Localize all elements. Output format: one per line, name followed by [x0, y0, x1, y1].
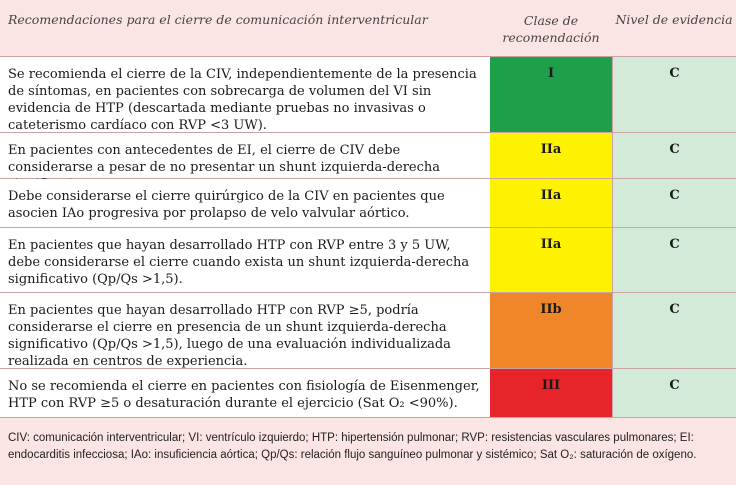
header-class: [490, 12, 612, 46]
header-recommendations: Recomendaciones para el cierre de comunicación interventricular: [8, 12, 428, 27]
row-text: Debe considerarse el cierre quirúrgico de la CIV en pacientes que asocien IAo progresiva por prolapso de velo valvular aórtico.: [0, 179, 490, 227]
row-level: C: [612, 369, 736, 417]
row-text: En pacientes que hayan desarrollado HTP con RVP entre 3 y 5 UW, debe considerarse el cierre cuando exista un shunt izquierda-derecha significativo (Qp/Qs >1,5).: [0, 228, 490, 292]
header-class-line2: recomendación: [502, 30, 600, 45]
row-class: I: [490, 57, 612, 132]
table-row: [0, 133, 736, 179]
row-level: C: [612, 293, 736, 368]
row-text: En pacientes con antecedentes de EI, el cierre de CIV debe considerarse a pesar de no presentar un shunt izquierda-derecha: [0, 133, 490, 178]
header-class-line1: Clase de: [523, 13, 579, 28]
row-class: IIa: [490, 228, 612, 292]
row-level: C: [612, 133, 736, 178]
row-level: C: [612, 57, 736, 132]
table-row: [0, 179, 736, 228]
row-class: IIa: [490, 179, 612, 227]
abbreviations-footnote: CIV: comunicación interventricular; VI: ventrículo izquierdo; HTP: hipertensión pulmonar; RVP: resistencias vasculares pulmonares; EI: endocarditis infecciosa; IAo: insuficiencia aórtica; Qp/Qs: relación flujo sanguíneo pulmonar y sistémico; Sat O₂: saturación de oxígeno.: [8, 432, 697, 461]
row-text: Se recomienda el cierre de la CIV, independientemente de la presencia de síntomas, en pacientes con sobrecarga de volumen del VI sin evidencia de HTP (descartada mediante pruebas no invasivas o cateterismo cardíaco con RVP <3 UW).: [0, 57, 490, 132]
row-text: No se recomienda el cierre en pacientes con fisiología de Eisenmenger, HTP con RVP ≥5 o desaturación durante el ejercicio (Sat O₂ <90%).: [0, 369, 490, 417]
row-level: C: [612, 179, 736, 227]
table-row: [0, 293, 736, 369]
row-class: IIb: [490, 293, 612, 368]
header-level: Nivel de evidencia: [615, 12, 733, 27]
row-level: C: [612, 228, 736, 292]
table-row: [0, 228, 736, 293]
table-header: [0, 0, 736, 57]
row-text: En pacientes que hayan desarrollado HTP con RVP ≥5, podría considerarse el cierre en presencia de un shunt izquierda-derecha significativo (Qp/Qs >1,5), luego de una evaluación individualizada realizada en centros de experiencia.: [0, 293, 490, 368]
table-row: [0, 57, 736, 133]
table-row: [0, 369, 736, 418]
row-class: III: [490, 369, 612, 417]
row-class: IIa: [490, 133, 612, 178]
